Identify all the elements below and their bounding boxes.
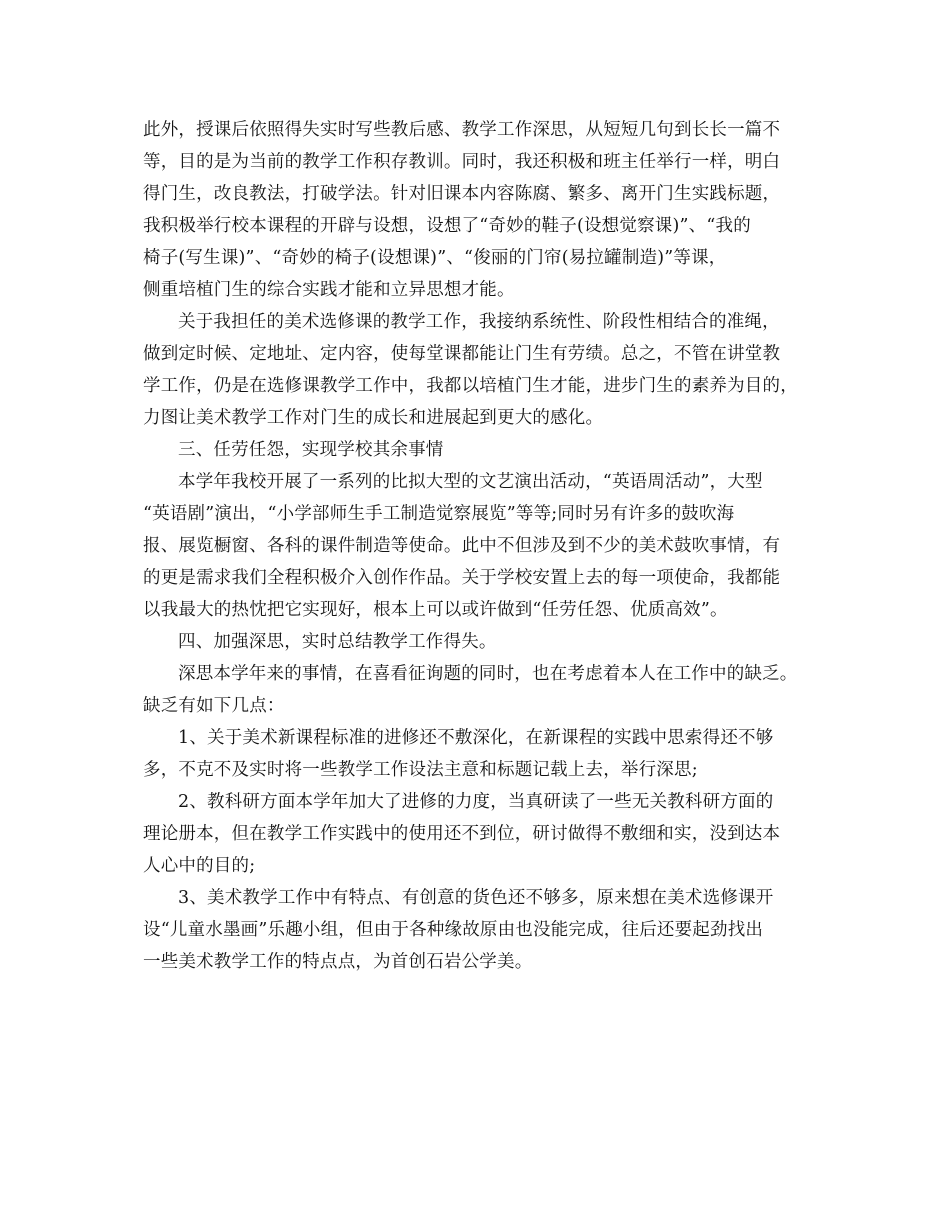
paragraph-first-line: 本学年我校开展了一系列的比拟大型的文艺演出活动，“英语周活动”，大型 (178, 472, 763, 492)
paragraph-first-line: 深思本学年来的事情，在喜看征询题的同时，也在考虑着本人在工作中的缺乏。 (178, 664, 798, 684)
section-heading: 三、任劳任怨，实现学校其余事情 (178, 440, 444, 460)
text-line: 报、展览橱窗、各科的课件制造等使命。此中不但涉及到不少的美术鼓吹事情，有 (143, 536, 781, 556)
text-line: 以我最大的热忱把它实现好，根本上可以或许做到“任劳任怨、优质高效”。 (143, 600, 728, 620)
list-item-first-line: 3、美术教学工作中有特点、有创意的货色还不够多，原来想在美术选修课开 (178, 888, 774, 908)
text-line: 缺乏有如下几点： (143, 696, 285, 716)
text-line: 多，不克不及实时将一些教学工作设法主意和标题记载上去，举行深思; (143, 760, 698, 780)
text-line: 椅子(写生课)”、“奇妙的椅子(设想课)”、“俊丽的门帘(易拉罐制造)”等课， (143, 248, 727, 268)
text-line: 侧重培植门生的综合实践才能和立异思想才能。 (143, 280, 515, 300)
text-line: 设“儿童水墨画”乐趣小组，但由于各种缘故原由也没能完成，往后还要起劲找出 (143, 920, 764, 940)
text-line: 我积极举行校本课程的开辟与设想，设想了“奇妙的鞋子(设想觉察课)”、“我的 (143, 216, 751, 236)
text-line: 等，目的是为当前的教学工作积存教训。同时，我还积极和班主任举行一样，明白 (143, 152, 781, 172)
text-line: 理论册本，但在教学工作实践中的使用还不到位，研讨做得不敷细和实，没到达本 (143, 824, 781, 844)
text-line: 做到定时候、定地址、定内容，使每堂课都能让门生有劳绩。总之，不管在讲堂教 (143, 344, 781, 364)
paragraph-first-line: 关于我担任的美术选修课的教学工作，我接纳系统性、阶段性相结合的准绳， (178, 312, 780, 332)
document-body (143, 114, 823, 978)
text-line: 人心中的目的; (143, 856, 256, 876)
text-line: 一些美术教学工作的特点点，为首创石岩公学美。 (143, 952, 533, 972)
list-item-first-line: 2、教科研方面本学年加大了进修的力度，当真研读了一些无关教科研方面的 (178, 792, 774, 812)
section-heading: 四、加强深思，实时总结教学工作得失。 (178, 632, 497, 652)
text-line: “英语剧”演出，“小学部师生手工制造觉察展览”等等;同时另有许多的鼓吹海 (143, 504, 735, 524)
text-line: 力图让美术教学工作对门生的成长和进展起到更大的感化。 (143, 408, 604, 428)
text-line: 此外，授课后依照得失实时写些教后感、教学工作深思，从短短几句到长长一篇不 (143, 120, 781, 140)
text-line: 得门生，改良教法，打破学法。针对旧课本内容陈腐、繁多、离开门生实践标题， (143, 184, 781, 204)
list-item-first-line: 1、关于美术新课程标准的进修还不敷深化，在新课程的实践中思索得还不够 (178, 728, 774, 748)
text-line: 的更是需求我们全程积极介入创作作品。关于学校安置上去的每一项使命，我都能 (143, 568, 781, 588)
text-line: 学工作，仍是在选修课教学工作中，我都以培植门生才能，进步门生的素养为目的， (143, 376, 798, 396)
